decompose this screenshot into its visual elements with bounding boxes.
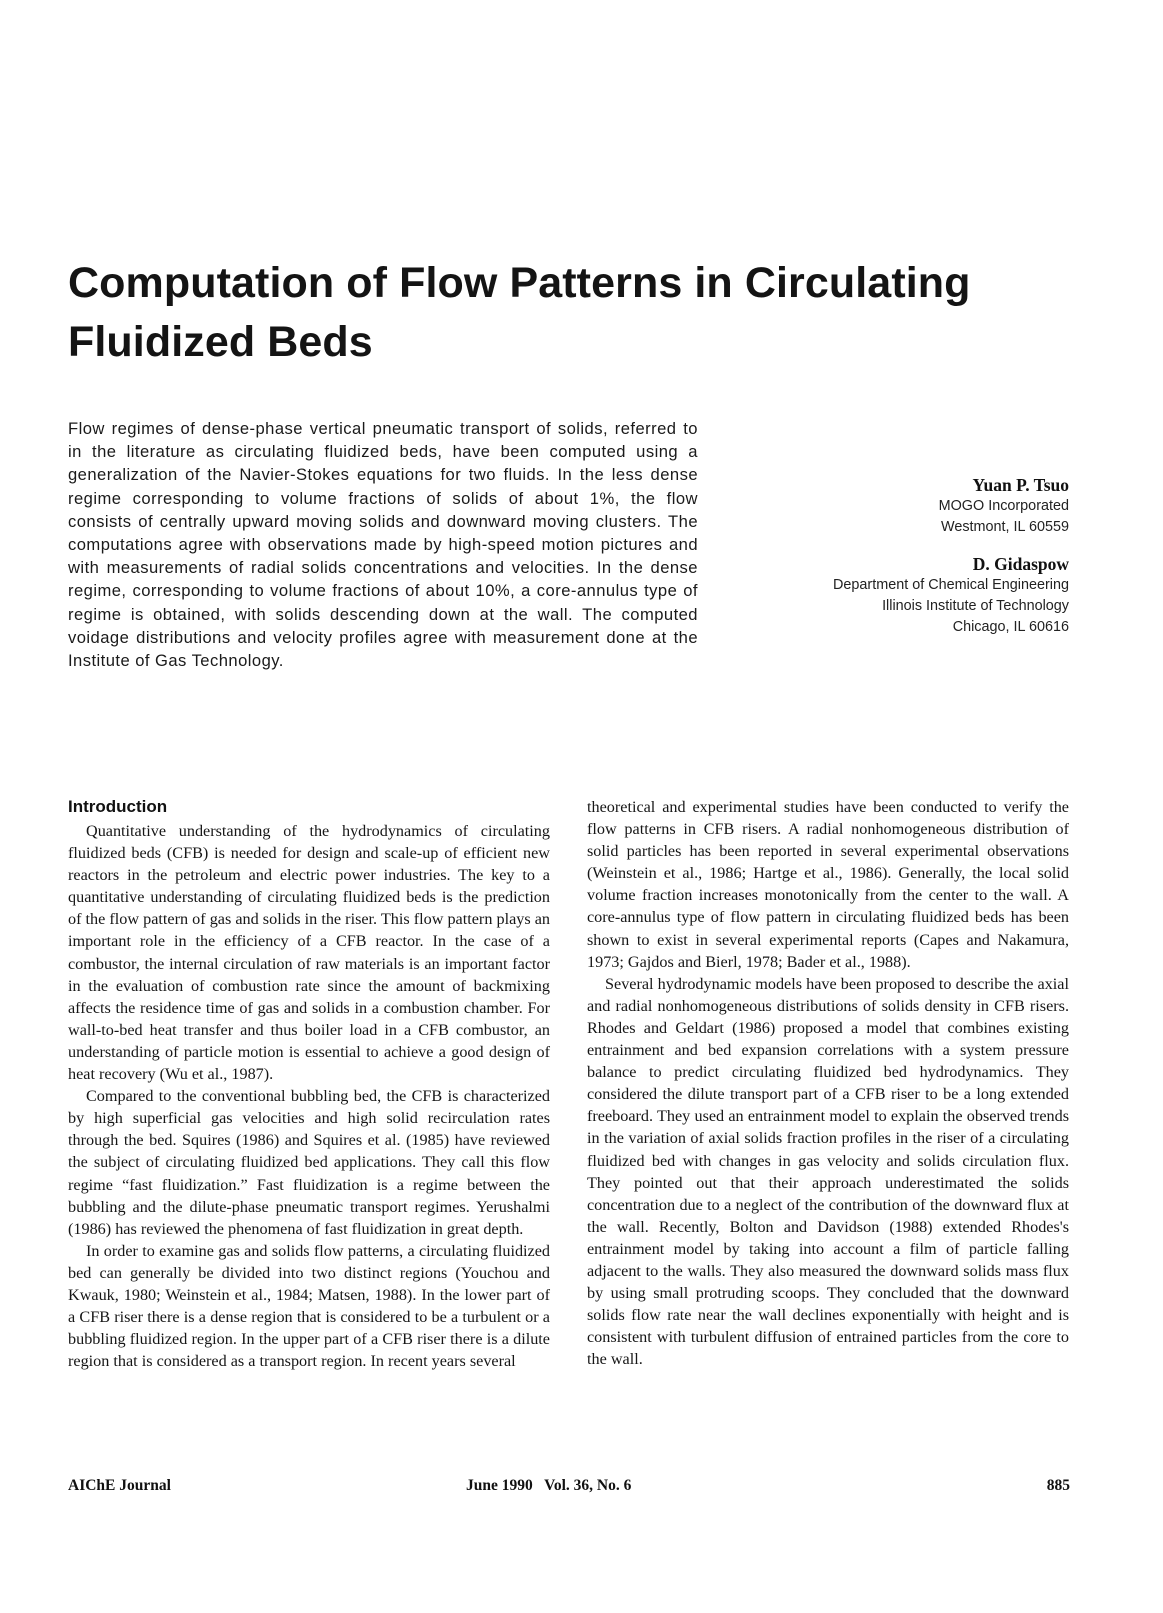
body-paragraph: Quantitative understanding of the hydrodynamics of circulating fluidized beds (CFB) is needed for design and scale-up of efficient new reactors in the petroleum and electric power industries. The key to a quantitative understanding of circulating fluidized beds is the prediction of the flow pattern of gas and solids in the riser. This flow pattern plays an important role in the efficiency of a CFB reactor. In the case of a combustor, the internal circulation of raw materials is an important factor in the evaluation of combustion rate since the amount of backmixing affects the residence time of gas and solids in a combustion chamber. For wall-to-bed heat transfer and thus boiler load in a CFB combustor, an understanding of particle motion is essential to achieve a good design of heat recovery (Wu et al., 1987). bbox=[68, 822, 550, 1084]
paper-title: Computation of Flow Patterns in Circulating Fluidized Beds bbox=[68, 259, 971, 366]
author-list bbox=[729, 474, 1069, 638]
body-column-left bbox=[68, 796, 550, 1372]
author-name: Yuan P. Tsuo bbox=[972, 475, 1069, 495]
body-paragraph: In order to examine gas and solids flow patterns, a circulating fluidized bed can generally be divided into two distinct regions (Youchou and Kwauk, 1980; Weinstein et al., 1984; Matsen, 1988). In the lower part of a CFB riser there is a dense region that is considered to be a turbulent or a bubbling fluidized region. In the upper part of a CFB riser there is a dilute region that is considered as a transport region. In recent years several bbox=[68, 1241, 550, 1371]
abstract: Flow regimes of dense-phase vertical pneumatic transport of solids, referred to in the literature as circulating fluidized beds, have been computed using a generalization of the Navier-Stokes equations for two fluids. In the less dense regime corresponding to volume fractions of solids of about 1%, the flow consists of centrally upward moving solids and downward moving clusters. The computations agree with observations made by high-speed motion pictures and with measurements of radial solids concentrations and velocities. In the dense regime, corresponding to volume fractions of about 10%, a core-annulus type of regime is obtained, with solids descending down at the wall. The computed voidage distributions and velocity profiles agree with measurement done at the Institute of Gas Technology. bbox=[68, 419, 698, 671]
journal-name: AIChE Journal bbox=[68, 1477, 171, 1494]
author-affiliation-line: Chicago, IL 60616 bbox=[952, 619, 1069, 635]
section-heading: Introduction bbox=[68, 797, 168, 816]
author-block bbox=[729, 553, 1069, 638]
author-block bbox=[729, 474, 1069, 538]
issue-info: June 1990 Vol. 36, No. 6 bbox=[466, 1477, 632, 1494]
author-name: D. Gidaspow bbox=[972, 554, 1069, 574]
body-paragraph: Several hydrodynamic models have been proposed to describe the axial and radial nonhomogeneous distributions of solids density in CFB risers. Rhodes and Geldart (1986) proposed a model that combines existing entrainment and bed expansion correlations with a system pressure balance to predict circulating fluidized bed hydrodynamics. They considered the dilute transport part of a CFB riser to be a long extended freeboard. They used an entrainment model to explain the observed trends in the variation of axial solids fraction profiles in the riser of a circulating fluidized bed with changes in gas velocity and solids circulation flux. They pointed out that their approach underestimated the solids concentration due to a neglect of the contribution of the downward flux at the wall. Recently, Bolton and Davidson (1988) extended Rhodes's entrainment model by taking into account a film of particle falling adjacent to the walls. They also measured the downward solids mass flux by using small protruding scoops. They concluded that the downward solids flow rate near the wall declines exponentially with height and is consistent with turbulent diffusion of entrained particles from the core to the wall. bbox=[587, 974, 1069, 1369]
author-affiliation-line: Illinois Institute of Technology bbox=[882, 598, 1069, 614]
page-number: 885 bbox=[1046, 1477, 1070, 1494]
page-footer bbox=[68, 1477, 1070, 1501]
author-affiliation-line: MOGO Incorporated bbox=[938, 498, 1069, 514]
body-column-right bbox=[587, 796, 1069, 1370]
body-paragraph: theoretical and experimental studies have been conducted to verify the flow patterns in CFB risers. A radial nonhomogeneous distribution of solid particles has been reported in several experimental observations (Weinstein et al., 1986; Hartge et al., 1986). Generally, the local solid volume fraction increases monotonically from the center to the wall. A core-annulus type of flow pattern in circulating fluidized beds has been shown to exist in several experimental reports (Capes and Nakamura, 1973; Gajdos and Bierl, 1978; Bader et al., 1988). bbox=[587, 798, 1069, 971]
body-paragraph: Compared to the conventional bubbling bed, the CFB is characterized by high superficial gas velocities and high solid recirculation rates through the bed. Squires (1986) and Squires et al. (1985) have reviewed the subject of circulating fluidized bed applications. They call this flow regime “fast fluidization.” Fast fluidization is a regime between the bubbling and the dilute-phase pneumatic transport regimes. Yerushalmi (1986) has reviewed the phenomena of fast fluidization in great depth. bbox=[68, 1087, 550, 1238]
author-affiliation-line: Westmont, IL 60559 bbox=[941, 519, 1069, 535]
author-affiliation-line: Department of Chemical Engineering bbox=[833, 577, 1069, 593]
